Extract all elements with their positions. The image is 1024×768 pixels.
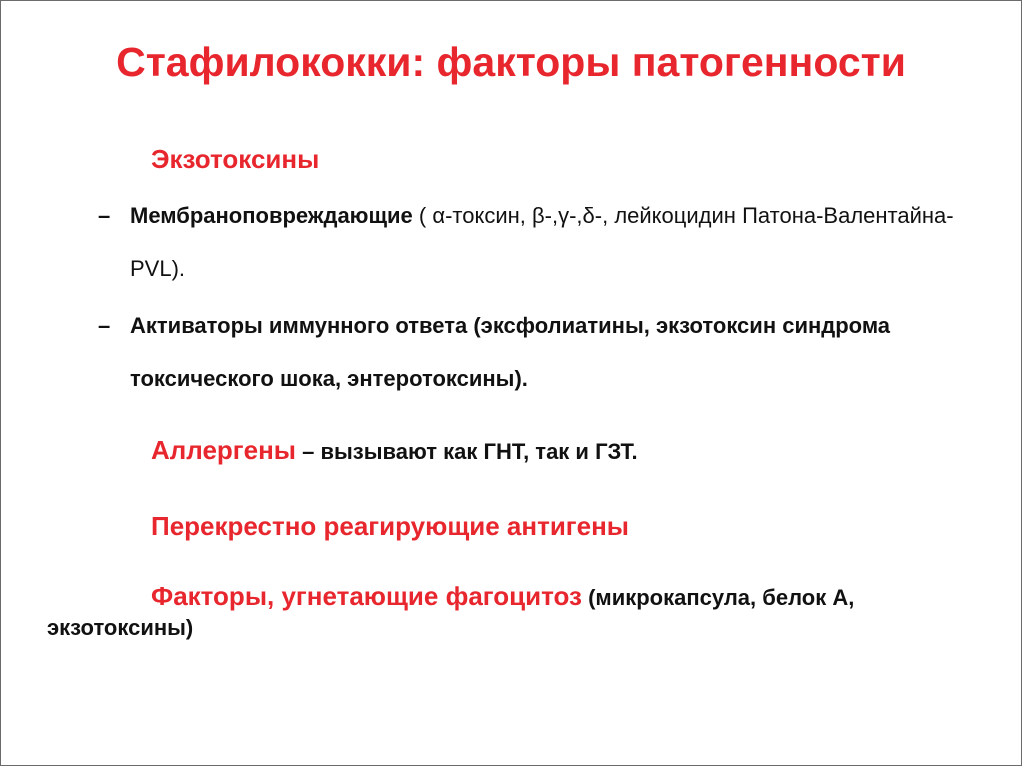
bullet-main-text: Активаторы иммунного ответа bbox=[130, 313, 474, 338]
heading-phagocytosis-factors: Факторы, угнетающие фагоцитоз bbox=[151, 581, 582, 611]
allergens-line bbox=[151, 435, 638, 466]
list-item bbox=[98, 189, 978, 295]
bullet-detail-text: ( α-токсин, β-,γ-,δ-, лейкоцидин Патона-Валентайна-PVL). bbox=[130, 203, 954, 281]
phagocytosis-line bbox=[151, 581, 854, 612]
heading-cross-reactive-antigens: Перекрестно реагирующие антигены bbox=[151, 511, 630, 541]
phagocytosis-text-line1: (микрокапсула, белок А, bbox=[581, 585, 855, 610]
bullet-dash: – bbox=[98, 203, 111, 228]
bullet-dash: – bbox=[98, 313, 111, 338]
allergens-text: – вызывают как ГНТ, так и ГЗТ. bbox=[296, 439, 638, 464]
bullet-detail-text: (эксфолиатины, экзотоксин синдрома токсического шока, энтеротоксины). bbox=[130, 313, 891, 391]
slide-title: Стафилококки: факторы патогенности bbox=[116, 39, 906, 85]
heading-allergens: Аллергены bbox=[151, 435, 297, 465]
phagocytosis-text-line2: экзотоксины) bbox=[47, 615, 194, 640]
bullet-main-text: Мембраноповреждающие bbox=[130, 203, 419, 228]
list-item bbox=[98, 299, 978, 405]
heading-exotoxins: Экзотоксины bbox=[151, 144, 320, 174]
